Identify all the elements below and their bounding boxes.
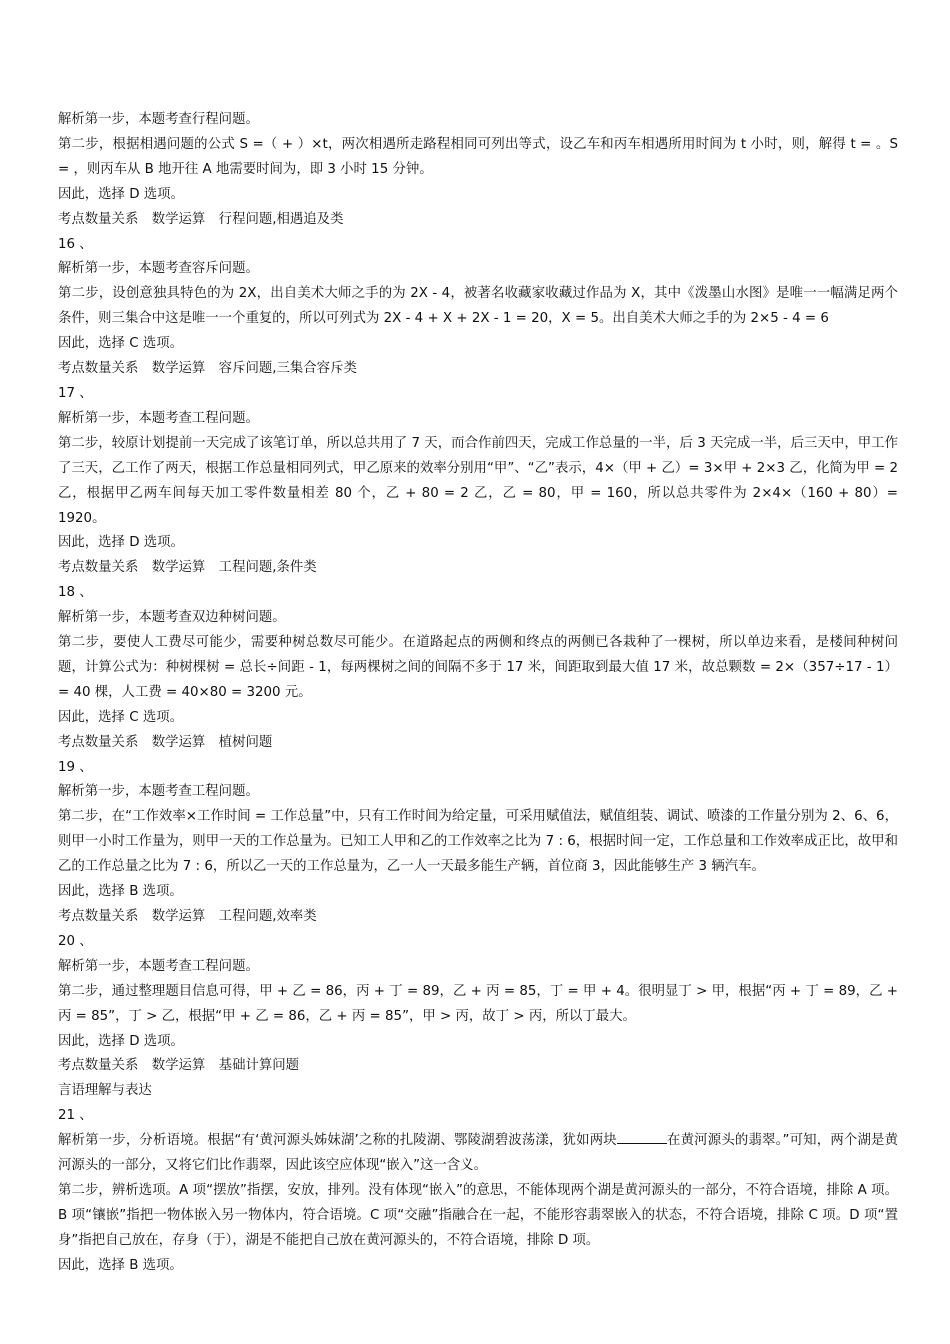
q15-step2: 第二步，根据相遇问题的公式 S =（ + ）×t，两次相遇所走路程相同可列出等式，设乙车和丙车相遇所用时间为 t 小时，则，解得 t = 。S = ，则丙车从 B 地开往 A 地需要时间为，即 3 小时 15 分钟。 [58,136,898,177]
q20-step2: 第二步，通过整理题目信息可得，甲 + 乙 = 86，丙 + 丁 = 89，乙 + 丙 = 85，丁 = 甲 + 4。很明显丁 > 甲，根据“丙 + 丁 = 89，乙 + 丙 = 85”，丁 > 乙，根据“甲 + 乙 = 86，乙 + 丙 = 85”，甲 > 丙，故丁 > 丙，所以丁最大。 [58,983,898,1024]
q20-step1: 解析第一步，本题考查工程问题。 [58,958,259,974]
q21-step1-after: 在黄河源头的翡翠。”可知，两个湖是黄河源头的一部分，又将它们比作翡翠，因此该空应体现“嵌入”这一含义。 [58,1133,898,1174]
q19-answer: 因此，选择 B 选项。 [58,884,183,900]
q18-knowledge-point: 考点数量关系 数学运算 植树问题 [58,734,273,750]
q16-step1: 解析第一步，本题考查容斥问题。 [58,261,259,277]
q17-answer: 因此，选择 D 选项。 [58,535,184,551]
q19-step1: 解析第一步，本题考查工程问题。 [58,784,259,800]
section-title: 言语理解与表达 [58,1083,152,1099]
q20-number: 20 、 [58,933,93,949]
q15-step1: 解析第一步，本题考查行程问题。 [58,112,259,127]
document-page [58,108,898,1279]
q17-knowledge-point: 考点数量关系 数学运算 工程问题,条件类 [58,560,317,576]
q15-answer: 因此，选择 D 选项。 [58,186,184,202]
q17-number: 17 、 [58,385,93,401]
q19-knowledge-point: 考点数量关系 数学运算 工程问题,效率类 [58,909,317,924]
q17-step1: 解析第一步，本题考查工程问题。 [58,410,259,426]
q15-knowledge-point: 考点数量关系 数学运算 行程问题,相遇追及类 [58,211,344,227]
q21-step1-before: 解析第一步，分析语境。根据“有‘黄河源头姊妹湖’之称的扎陵湖、鄂陵湖碧波荡漾，犹如两块 [58,1133,617,1149]
q16-step2: 第二步，设创意独具特色的为 2X，出自美术大师之手的为 2X - 4，被著名收藏家收藏过作品为 X，其中《泼墨山水图》是唯一一幅满足两个条件，则三集合中这是唯一一个重复的，所以可列式为 2X - 4 + X + 2X - 1 = 20，X = 5。出自美术大师之手的为 2×5 - 4 = 6 [58,286,898,327]
q21-answer: 因此，选择 B 选项。 [58,1257,183,1273]
q20-answer: 因此，选择 D 选项。 [58,1033,184,1049]
q18-number: 18 、 [58,585,93,601]
q20-knowledge-point: 考点数量关系 数学运算 基础计算问题 [58,1058,300,1074]
q16-number: 16 、 [58,236,93,252]
q21-step1 [58,1129,898,1179]
q21-step2: 第二步，辨析选项。A 项“摆放”指摆，安放，排列。没有体现“嵌入”的意思，不能体现两个湖是黄河源头的一部分，不符合语境，排除 A 项。B 项“镶嵌”指把一物体嵌入另一物体内，符合语境。C 项“交融”指融合在一起，不能形容翡翠嵌入的状态，不符合语境，排除 C 项。D 项“置身”指把自己放在，存身（于），湖是不能把自己放在黄河源头的，不符合语境，排除 D 项。 [58,1182,898,1248]
q18-step1: 解析第一步，本题考查双边种树问题。 [58,610,286,626]
fill-in-blank [617,1129,667,1144]
q21-number: 21 、 [58,1108,93,1124]
q19-step2: 第二步，在“工作效率×工作时间 = 工作总量”中，只有工作时间为给定量，可采用赋值法，赋值组装、调试、喷漆的工作量分别为 2、6、6，则甲一小时工作量为，则甲一天的工作总量为。已知工人甲和乙的工作效率之比为 7 : 6，根据时间一定，工作总量和工作效率成正比，故甲和乙的工作总量之比为 7 : 6，所以乙一天的工作总量为，乙一人一天最多能生产辆，首位商 3，因此能够生产 3 辆汽车。 [58,809,898,875]
q18-answer: 因此，选择 C 选项。 [58,709,183,725]
q17-step2: 第二步，较原计划提前一天完成了该笔订单，所以总共用了 7 天，而合作前四天，完成工作总量的一半，后 3 天完成一半，后三天中，甲工作了三天，乙工作了两天，根据工作总量相同列式，甲乙原来的效率分别用“甲”、“乙”表示，4×（甲 + 乙）= 3×甲 + 2×3 乙，化简为甲 = 2 乙，根据甲乙两车间每天加工零件数量相差 80 个，乙 + 80 = 2 乙，乙 = 80，甲 = 160，所以总共零件为 2×4×（160 + 80）= 1920。 [58,435,898,526]
q18-step2: 第二步，要使人工费尽可能少，需要种树总数尽可能少。在道路起点的两侧和终点的两侧已各栽种了一棵树，所以单边来看，是楼间种树问题，计算公式为：种树棵树 = 总长÷间距 - 1，每两棵树之间的间隔不多于 17 米，间距取到最大值 17 米，故总颗数 = 2×（357÷17 - 1）= 40 棵，人工费 = 40×80 = 3200 元。 [58,635,898,700]
q19-number: 19 、 [58,759,93,775]
q16-answer: 因此，选择 C 选项。 [58,336,183,352]
q16-knowledge-point: 考点数量关系 数学运算 容斥问题,三集合容斥类 [58,361,357,377]
